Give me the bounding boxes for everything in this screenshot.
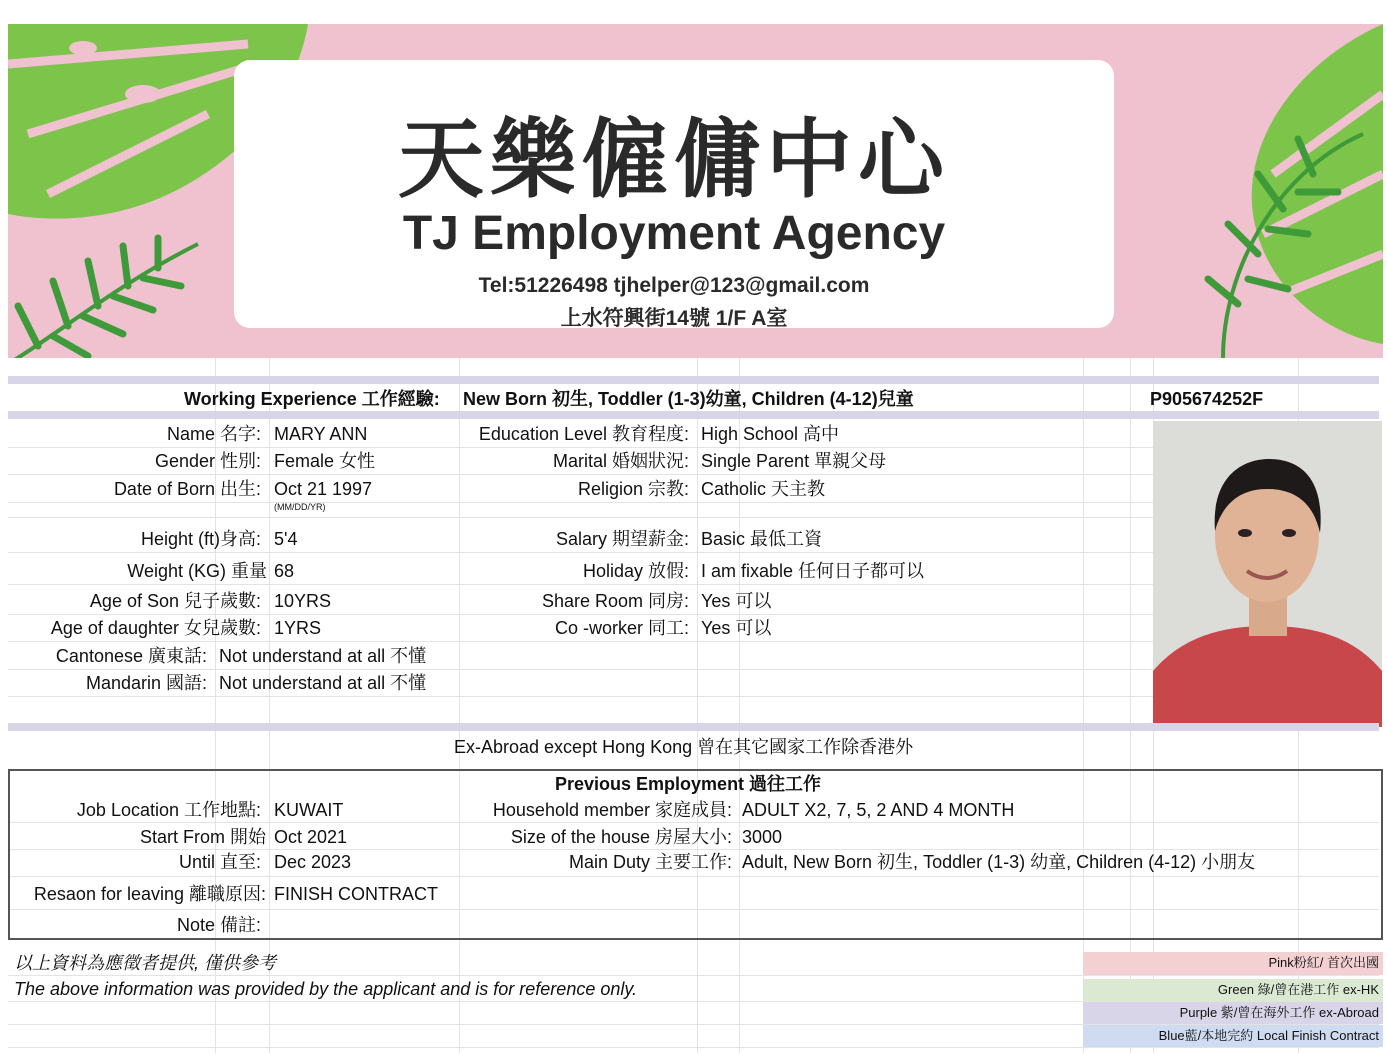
dob-value: Oct 21 1997 (274, 479, 373, 499)
son-age-value: 10YRS (274, 591, 332, 611)
holiday-label: Holiday 放假: (582, 561, 689, 581)
legend-blue: Blue藍/本地完約 Local Finish Contract (1083, 1025, 1383, 1047)
share-room-value: Yes 可以 (701, 591, 772, 611)
agency-contact: Tel:51226498 tjhelper@123@gmail.com (478, 274, 870, 297)
start-from-label: Start From 開始 (139, 827, 266, 847)
palm-leaf-left-icon (8, 224, 208, 358)
dob-format-note: (MM/DD/YR) (274, 502, 326, 512)
main-duty-label: Main Duty 主要工作: (568, 852, 732, 872)
until-label: Until 直至: (178, 852, 261, 872)
name-value: MARY ANN (274, 424, 368, 444)
working-experience-value: New Born 初生, Toddler (1-3)幼童, Children (4-12)兒童 (463, 389, 914, 409)
agency-name-english: TJ Employment Agency (402, 207, 946, 260)
daughter-age-value: 1YRS (274, 618, 322, 638)
agency-name-chinese: 天樂僱傭中心 (398, 110, 950, 210)
ex-abroad-heading: Ex-Abroad except Hong Kong 曾在其它國家工作除香港外 (454, 737, 914, 757)
leaving-reason-label: Resaon for leaving 離職原因: (33, 884, 266, 904)
marital-label: Marital 婚姻狀況: (552, 451, 689, 471)
daughter-age-label: Age of daughter 女兒歲數: (50, 618, 261, 638)
leaving-reason-value: FINISH CONTRACT (274, 884, 438, 904)
salary-label: Salary 期望薪金: (555, 529, 689, 549)
house-size-label: Size of the house 房屋大小: (510, 827, 732, 847)
job-location-label: Job Location 工作地點: (76, 800, 261, 820)
household-label: Household member 家庭成員: (492, 800, 732, 820)
legend-pink: Pink粉紅/ 首次出國 (1083, 952, 1383, 975)
job-location-value: KUWAIT (274, 800, 344, 820)
height-value: 5'4 (274, 529, 298, 549)
education-label: Education Level 教育程度: (478, 424, 689, 444)
main-duty-value: Adult, New Born 初生, Toddler (1-3) 幼童, Children (4-12) 小朋友 (742, 852, 1256, 872)
mandarin-value: Not understand at all 不懂 (219, 673, 427, 693)
category-band (8, 723, 1379, 731)
household-value: ADULT X2, 7, 5, 2 AND 4 MONTH (742, 800, 1015, 820)
mandarin-label: Mandarin 國語: (85, 673, 207, 693)
reference-code: P905674252F (1150, 389, 1264, 409)
religion-label: Religion 宗教: (577, 479, 689, 499)
gender-label: Gender 性別: (154, 451, 261, 471)
legend-purple: Purple 紫/曾在海外工作 ex-Abroad (1083, 1002, 1383, 1024)
category-band (8, 411, 1379, 419)
house-size-value: 3000 (742, 827, 783, 847)
gender-value: Female 女性 (274, 451, 376, 471)
cantonese-label: Cantonese 廣東話: (55, 646, 207, 666)
dob-label: Date of Born 出生: (113, 479, 261, 499)
holiday-value: I am fixable 任何日子都可以 (701, 561, 925, 581)
coworker-label: Co -worker 同工: (554, 618, 689, 638)
monstera-leaf-right-icon (1163, 24, 1383, 358)
weight-label: Weight (KG) 重量 (127, 561, 267, 581)
name-label: Name 名字: (166, 424, 261, 444)
education-value: High School 高中 (701, 424, 840, 444)
working-experience-label: Working Experience 工作經驗: (184, 389, 440, 409)
share-room-label: Share Room 同房: (541, 591, 689, 611)
header-banner (8, 24, 1383, 358)
disclaimer-chinese: 以上資料為應徵者提供, 僅供參考 (14, 953, 277, 973)
height-label: Height (ft)身高: (140, 529, 261, 549)
note-label: Note 備註: (176, 915, 261, 935)
agency-logo-card (234, 60, 1114, 328)
until-value: Dec 2023 (274, 852, 352, 872)
weight-value: 68 (274, 561, 295, 581)
coworker-value: Yes 可以 (701, 618, 772, 638)
applicant-photo (1153, 421, 1382, 727)
legend-green: Green 綠/曾在港工作 ex-HK (1083, 979, 1383, 1002)
disclaimer-english: The above information was provided by the applicant and is for reference only. (14, 979, 638, 999)
marital-value: Single Parent 單親父母 (701, 451, 887, 471)
cantonese-value: Not understand at all 不懂 (219, 646, 427, 666)
religion-value: Catholic 天主教 (701, 479, 826, 499)
category-band (8, 376, 1379, 384)
start-from-value: Oct 2021 (274, 827, 348, 847)
previous-employment-title: Previous Employment 過往工作 (555, 774, 822, 794)
salary-value: Basic 最低工資 (701, 529, 823, 549)
agency-address: 上水符興街14號 1/F A室 (560, 307, 788, 330)
son-age-label: Age of Son 兒子歲數: (89, 591, 261, 611)
